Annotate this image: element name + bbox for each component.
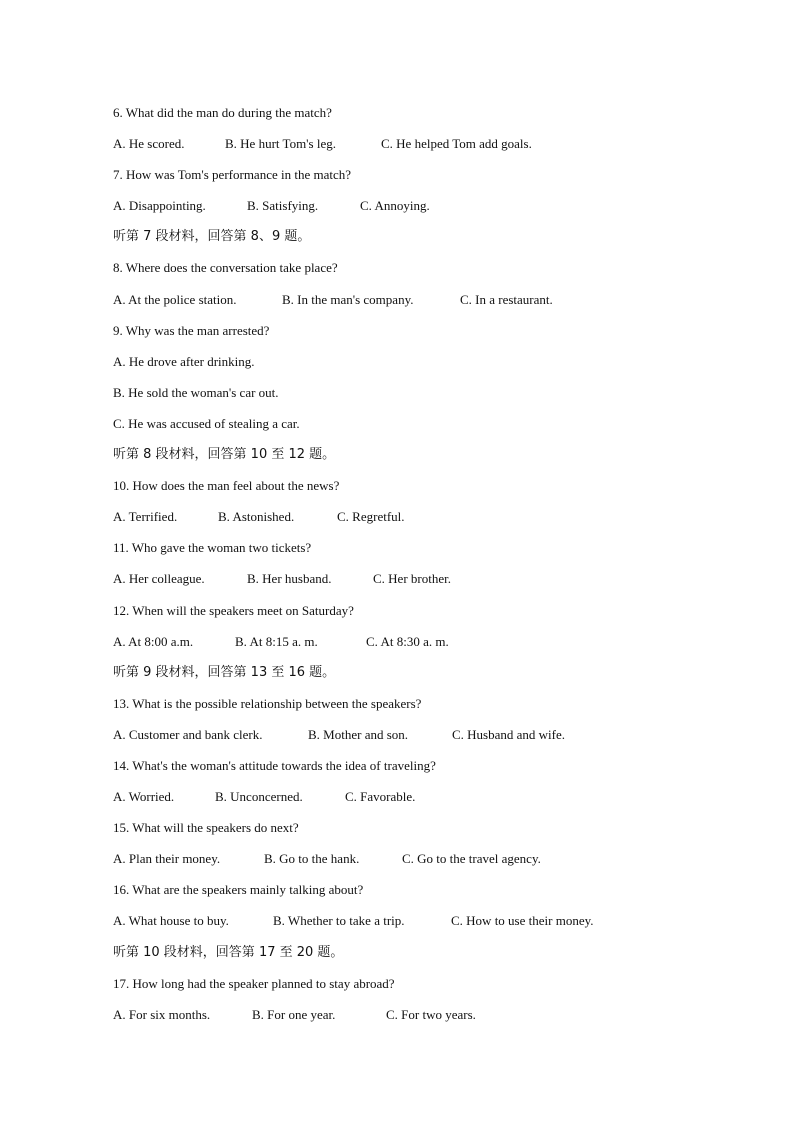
question-17: 17. How long had the speaker planned to stay abroad? bbox=[113, 975, 395, 991]
option-b: B. Astonished. bbox=[218, 509, 295, 525]
question-9: 9. Why was the man arrested? bbox=[113, 322, 270, 338]
question-16-options bbox=[113, 910, 753, 941]
question-10-options bbox=[113, 506, 753, 537]
option-b: B. Mother and son. bbox=[308, 726, 409, 742]
option-a: A. He scored. bbox=[113, 136, 185, 152]
question-7: 7. How was Tom's performance in the match? bbox=[113, 167, 352, 183]
question-8: 8. Where does the conversation take place? bbox=[113, 260, 338, 276]
section-heading-7: 听第 7 段材料，回答第 8、9 题。 bbox=[113, 229, 311, 245]
option-c: C. Annoying. bbox=[360, 198, 430, 214]
option-a: A. Her colleague. bbox=[113, 571, 205, 587]
option-c: C. He helped Tom add goals. bbox=[381, 136, 532, 152]
exam-page bbox=[113, 102, 753, 1035]
question-7-options bbox=[113, 195, 753, 226]
question-13: 13. What is the possible relationship between the speakers? bbox=[113, 695, 422, 711]
question-6: 6. What did the man do during the match? bbox=[113, 105, 332, 120]
question-9-option-c: C. He was accused of stealing a car. bbox=[113, 415, 300, 431]
option-b: B. At 8:15 a. m. bbox=[235, 633, 318, 649]
option-b: B. For one year. bbox=[252, 1006, 336, 1022]
option-c: C. Husband and wife. bbox=[452, 726, 566, 742]
question-14-options bbox=[113, 786, 753, 817]
question-10: 10. How does the man feel about the news? bbox=[113, 478, 340, 494]
option-a: A. Terrified. bbox=[113, 509, 178, 525]
option-b: B. Satisfying. bbox=[247, 198, 319, 214]
question-17-options bbox=[113, 1004, 753, 1035]
section-heading-10: 听第 10 段材料，回答第 17 至 20 题。 bbox=[113, 944, 344, 960]
option-b: B. Her husband. bbox=[247, 571, 332, 587]
option-a: A. At the police station. bbox=[113, 291, 237, 307]
question-9-option-a: A. He drove after drinking. bbox=[113, 353, 255, 369]
option-a: A. Disappointing. bbox=[113, 198, 206, 214]
section-heading-8: 听第 8 段材料，回答第 10 至 12 题。 bbox=[113, 447, 336, 463]
option-a: A. Plan their money. bbox=[113, 851, 221, 867]
question-11: 11. Who gave the woman two tickets? bbox=[113, 540, 312, 556]
option-b: B. Unconcerned. bbox=[215, 789, 303, 805]
option-c: C. Regretful. bbox=[337, 509, 405, 525]
option-a: A. Worried. bbox=[113, 789, 175, 805]
question-12: 12. When will the speakers meet on Saturday? bbox=[113, 602, 354, 618]
question-6-options bbox=[113, 133, 753, 164]
option-a: A. At 8:00 a.m. bbox=[113, 633, 194, 649]
question-13-options bbox=[113, 724, 753, 755]
option-c: C. For two years. bbox=[386, 1006, 476, 1022]
question-15: 15. What will the speakers do next? bbox=[113, 820, 299, 836]
question-14: 14. What's the woman's attitude towards the idea of traveling? bbox=[113, 757, 436, 773]
question-9-option-b: B. He sold the woman's car out. bbox=[113, 384, 279, 400]
question-15-options bbox=[113, 848, 753, 879]
question-16: 16. What are the speakers mainly talking about? bbox=[113, 882, 364, 898]
option-a: A. For six months. bbox=[113, 1006, 211, 1022]
section-heading-9: 听第 9 段材料，回答第 13 至 16 题。 bbox=[113, 664, 336, 680]
option-b: B. He hurt Tom's leg. bbox=[225, 136, 336, 152]
option-b: B. Go to the hank. bbox=[264, 851, 360, 867]
option-c: C. Go to the travel agency. bbox=[402, 851, 541, 867]
option-c: C. How to use their money. bbox=[451, 913, 594, 929]
option-b: B. Whether to take a trip. bbox=[273, 913, 405, 929]
option-a: A. Customer and bank clerk. bbox=[113, 726, 263, 742]
option-a: A. What house to buy. bbox=[113, 913, 229, 929]
option-c: C. Her brother. bbox=[373, 571, 451, 587]
option-c: C. At 8:30 a. m. bbox=[366, 633, 449, 649]
question-8-options bbox=[113, 289, 753, 320]
option-b: B. In the man's company. bbox=[282, 291, 414, 307]
option-c: C. Favorable. bbox=[345, 789, 416, 805]
question-11-options bbox=[113, 568, 753, 599]
option-c: C. In a restaurant. bbox=[460, 291, 553, 307]
question-12-options bbox=[113, 631, 753, 662]
